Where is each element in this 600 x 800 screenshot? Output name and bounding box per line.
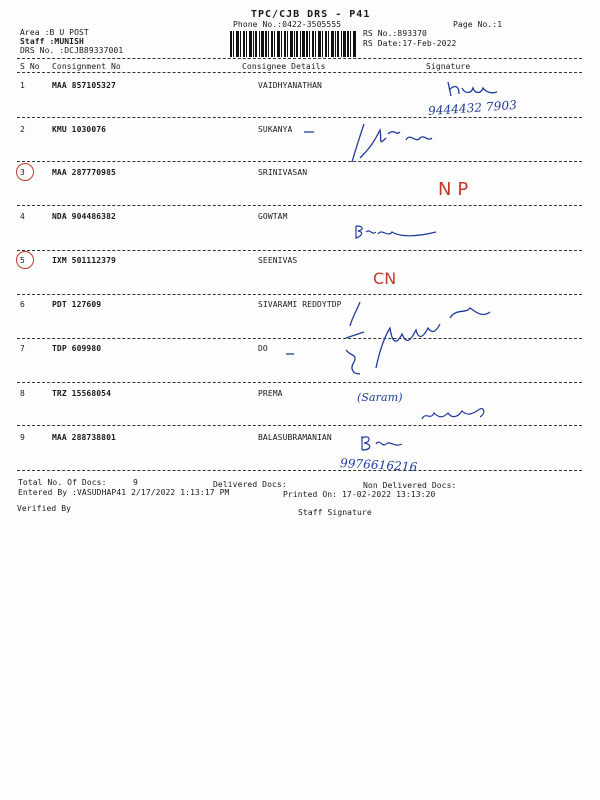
- row-consignee: PREMA: [258, 389, 283, 398]
- divider: [17, 382, 582, 383]
- divider: [17, 294, 582, 295]
- row-sno: 2: [20, 125, 25, 134]
- row-sno: 1: [20, 81, 25, 90]
- divider: [17, 58, 582, 59]
- row-consignment-no: KMU 1030076: [52, 125, 107, 134]
- divider: [17, 470, 582, 471]
- handwritten-phone-row-1: 9444432 7903: [427, 97, 518, 119]
- rs-date: RS Date:17-Feb-2022: [363, 39, 457, 48]
- verified-by-label: Verified By: [17, 504, 72, 513]
- page-number: Page No.:1: [453, 20, 503, 29]
- row-consignee: SEENIVAS: [258, 256, 298, 265]
- row-consignee: SIVARAMI REDDYTDP: [258, 300, 342, 309]
- delivered-docs-label: Delivered Docs:: [213, 480, 287, 489]
- divider: [17, 205, 582, 206]
- entered-by: Entered By :VASUDHAP41 2/17/2022 1:13:17 PM: [18, 488, 230, 497]
- column-header-signature: Signature: [426, 62, 471, 71]
- row-consignment-no: PDT 127609: [52, 300, 102, 309]
- row-consignee: BALASUBRAMANIAN: [258, 433, 332, 442]
- row-sno: 7: [20, 344, 25, 353]
- column-header-consignment: Consignment No: [52, 62, 121, 71]
- row-sno: 5: [20, 256, 25, 265]
- staff-label: Staff :MUNISH: [20, 37, 84, 46]
- signature-row-4: [352, 222, 442, 244]
- row-consignment-no: MAA 288738801: [52, 433, 116, 442]
- signature-row-6-7: [280, 298, 500, 382]
- row-consignment-no: IXM 501112379: [52, 256, 116, 265]
- divider: [17, 72, 582, 73]
- row-sno: 4: [20, 212, 25, 221]
- row-consignment-no: MAA 287770985: [52, 168, 116, 177]
- signature-row-9: [358, 432, 408, 454]
- column-header-sno: S No: [20, 62, 40, 71]
- staff-signature-label: Staff Signature: [298, 508, 372, 517]
- divider: [17, 250, 582, 251]
- signature-row-8: [420, 403, 490, 425]
- handwritten-np-row-3: N P: [438, 179, 469, 200]
- row-consignment-no: MAA 857105327: [52, 81, 116, 90]
- drs-number: DRS No. :DCJB89337001: [20, 46, 124, 55]
- row-consignee: GOWTAM: [258, 212, 288, 221]
- phone-number: Phone No.:0422-3505555: [233, 20, 342, 29]
- total-docs-label: Total No. Of Docs:: [18, 478, 107, 487]
- row-consignment-no: TDP 609980: [52, 344, 102, 353]
- row-consignment-no: TRZ 15568054: [52, 389, 111, 398]
- red-circle-mark: [16, 251, 34, 269]
- row-consignee: DO: [258, 344, 268, 353]
- handwritten-note-row-8: (Saram): [357, 391, 403, 404]
- divider: [17, 425, 582, 426]
- non-delivered-docs-label: Non Delivered Docs:: [363, 481, 457, 490]
- barcode-icon: [230, 31, 356, 57]
- total-docs-value: 9: [133, 478, 138, 487]
- row-consignee: SRINIVASAN: [258, 168, 308, 177]
- row-sno: 6: [20, 300, 25, 309]
- row-sno: 8: [20, 389, 25, 398]
- row-consignee: SUKANYA: [258, 125, 293, 134]
- handwritten-phone-row-9: 9976616216: [339, 455, 418, 475]
- handwritten-cn-row-5: CN: [373, 269, 397, 288]
- rs-number: RS No.:893370: [363, 29, 427, 38]
- row-sno: 9: [20, 433, 25, 442]
- signature-row-2: [290, 118, 440, 166]
- row-sno: 3: [20, 168, 25, 177]
- column-header-consignee: Consignee Details: [242, 62, 326, 71]
- red-circle-mark: [16, 163, 34, 181]
- row-consignment-no: NDA 904486382: [52, 212, 116, 221]
- area-label: Area :B U POST: [20, 28, 89, 37]
- row-consignee: VAIDHYANATHAN: [258, 81, 322, 90]
- document-title: TPC/CJB DRS - P41: [251, 9, 371, 20]
- printed-on: Printed On: 17-02-2022 13:13:20: [283, 490, 436, 499]
